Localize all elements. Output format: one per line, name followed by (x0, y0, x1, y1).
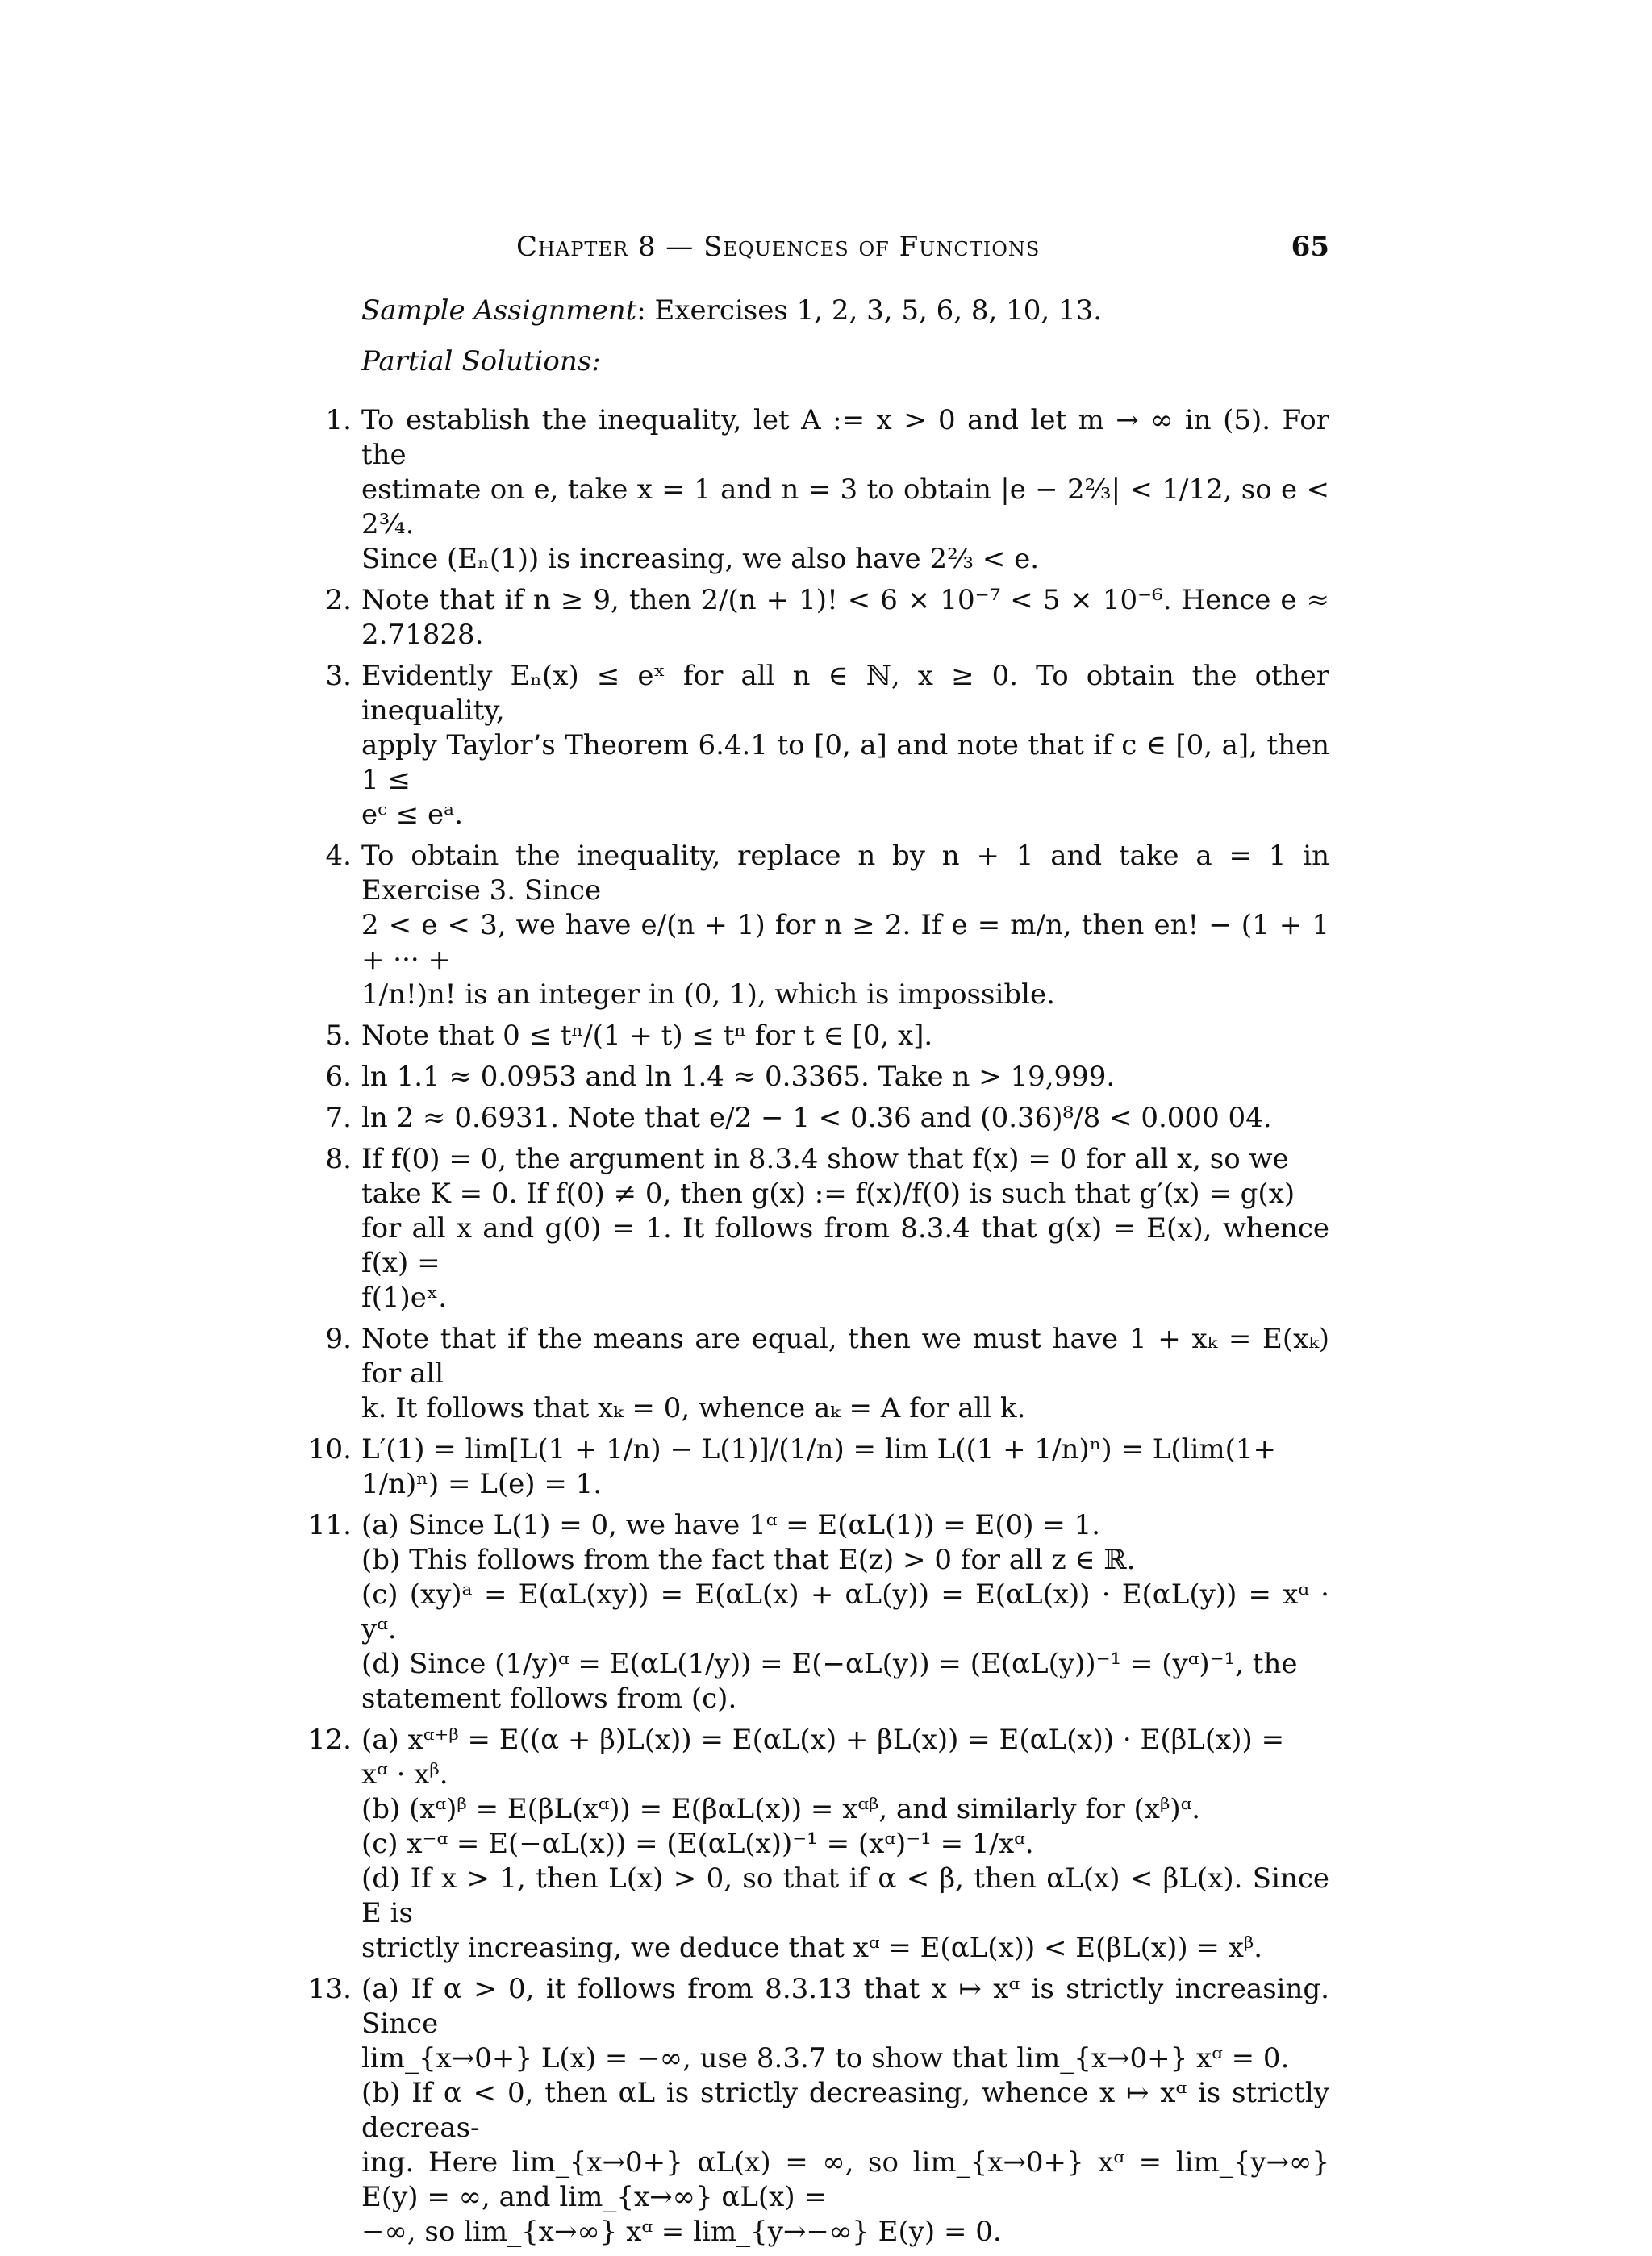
solution-line: To establish the inequality, let A := x > 0 and let m → ∞ in (5). For the (361, 404, 1329, 471)
solution-item (298, 839, 1329, 1012)
solution-text (361, 583, 1329, 653)
solution-item (298, 1432, 1329, 1502)
solution-line: strictly increasing, we deduce that xᵅ = E(αL(x)) < E(βL(x)) = xᵝ. (361, 1932, 1263, 1964)
solution-text (361, 1322, 1329, 1426)
solution-item (298, 659, 1329, 832)
solution-text (361, 1508, 1329, 1716)
solution-line: (c) x⁻ᵅ = E(−αL(x)) = (E(αL(x))⁻¹ = (xᵅ)⁻¹ = 1/xᵅ. (361, 1828, 1034, 1860)
solution-item (298, 1019, 1329, 1053)
solution-item (298, 403, 1329, 577)
solution-item (298, 1723, 1329, 1966)
solution-line: (a) xᵅ⁺ᵝ = E((α + β)L(x)) = E(αL(x) + βL(x)) = E(αL(x)) · E(βL(x)) = (361, 1724, 1285, 1756)
solution-line: xᵅ · xᵝ. (361, 1758, 448, 1791)
page-header (359, 231, 1329, 271)
solution-item (298, 1508, 1329, 1716)
running-head: Chapter 8 — Sequences of Functions (516, 231, 1041, 263)
solution-text (361, 1060, 1329, 1095)
solution-text (361, 839, 1329, 1012)
solutions-list (298, 403, 1329, 2256)
solution-line: Evidently Eₙ(x) ≤ eˣ for all n ∈ ℕ, x ≥ 0. To obtain the other inequality, (361, 660, 1329, 727)
solution-line: ln 2 ≈ 0.6931. Note that e/2 − 1 < 0.36 and (0.36)⁸/8 < 0.000 04. (361, 1102, 1272, 1134)
solution-line: take K = 0. If f(0) ≠ 0, then g(x) := f(x)/f(0) is such that g′(x) = g(x) (361, 1178, 1295, 1210)
solution-number: 2. (325, 584, 352, 616)
solution-number: 11. (307, 1509, 352, 1541)
solution-line: 1/n!)n! is an integer in (0, 1), which is impossible. (361, 978, 1055, 1011)
solution-number: 5. (325, 1020, 352, 1052)
solution-line: (b) This follows from the fact that E(z) > 0 for all z ∈ ℝ. (361, 1544, 1136, 1576)
solution-line: If f(0) = 0, the argument in 8.3.4 show that f(x) = 0 for all x, so we (361, 1143, 1289, 1175)
solution-line: (b) (xᵅ)ᵝ = E(βL(xᵅ)) = E(βαL(x)) = xᵅᵝ, and similarly for (xᵝ)ᵅ. (361, 1793, 1201, 1825)
solution-line: −∞, so lim_{x→∞} xᵅ = lim_{y→−∞} E(y) = 0. (361, 2216, 1002, 2248)
solution-number: 10. (307, 1433, 352, 1466)
solution-line: (c) (xy)ᵃ = E(αL(xy)) = E(αL(x) + αL(y)) = E(αL(x)) · E(αL(y)) = xᵅ · yᵅ. (361, 1578, 1329, 1645)
solution-line: 1/n)ⁿ) = L(e) = 1. (361, 1468, 603, 1500)
solution-number: 7. (325, 1102, 352, 1134)
solution-item (298, 1322, 1329, 1426)
solution-item (298, 1101, 1329, 1136)
solution-number: 1. (325, 404, 352, 436)
solution-line: (a) If α > 0, it follows from 8.3.13 that x ↦ xᵅ is strictly increasing. Since (361, 1973, 1329, 2040)
solution-line: L′(1) = lim[L(1 + 1/n) − L(1)]/(1/n) = lim L((1 + 1/n)ⁿ) = L(lim(1+ (361, 1433, 1277, 1466)
solution-text (361, 1101, 1329, 1136)
solution-line: To obtain the inequality, replace n by n + 1 and take a = 1 in Exercise 3. Since (361, 840, 1329, 907)
solution-number: 13. (307, 1973, 352, 2005)
solution-line: Note that if n ≥ 9, then 2/(n + 1)! < 6 × 10⁻⁷ < 5 × 10⁻⁶. Hence e ≈ 2.71828. (361, 584, 1329, 651)
solution-line: ing. Here lim_{x→0+} αL(x) = ∞, so lim_{x→0+} xᵅ = lim_{y→∞} E(y) = ∞, and lim_{x→∞} αL(x) = (361, 2146, 1329, 2213)
solution-line: (b) If α < 0, then αL is strictly decreasing, whence x ↦ xᵅ is strictly decreas- (361, 2077, 1329, 2144)
solution-line: for all x and g(0) = 1. It follows from 8.3.4 that g(x) = E(x), whence f(x) = (361, 1212, 1329, 1279)
solution-text (361, 1972, 1329, 2250)
solution-item (298, 1060, 1329, 1095)
solution-line: 2 < e < 3, we have e/(n + 1) for n ≥ 2. If e = m/n, then en! − (1 + 1 + ··· + (361, 909, 1329, 976)
solution-number: 6. (325, 1061, 352, 1093)
solution-number: 9. (325, 1323, 352, 1355)
partial-solutions-label: Partial Solutions: (361, 345, 601, 377)
solution-line: lim_{x→0+} L(x) = −∞, use 8.3.7 to show that lim_{x→0+} xᵅ = 0. (361, 2042, 1290, 2075)
solution-text (361, 1019, 1329, 1053)
solution-item (298, 1142, 1329, 1316)
solution-text (361, 1723, 1329, 1966)
solution-number: 4. (325, 840, 352, 872)
solution-text (361, 1142, 1329, 1316)
solution-text (361, 1432, 1329, 1502)
solution-line: f(1)eˣ. (361, 1282, 448, 1314)
solution-item (298, 1972, 1329, 2250)
solution-line: Note that if the means are equal, then we must have 1 + xₖ = E(xₖ) for all (361, 1323, 1329, 1390)
solution-item (298, 583, 1329, 653)
page-number: 65 (1291, 231, 1329, 263)
solution-line: eᶜ ≤ eᵃ. (361, 799, 464, 831)
solution-line: Since (Eₙ(1)) is increasing, we also have 2⅔ < e. (361, 543, 1040, 575)
solution-text (361, 659, 1329, 832)
solution-line: ln 1.1 ≈ 0.0953 and ln 1.4 ≈ 0.3365. Take n > 19,999. (361, 1061, 1116, 1093)
solution-line: k. It follows that xₖ = 0, whence aₖ = A for all k. (361, 1392, 1026, 1424)
assignment-label: Sample Assignment (361, 294, 637, 327)
solution-line: statement follows from (c). (361, 1683, 737, 1715)
solution-line: (a) Since L(1) = 0, we have 1ᵅ = E(αL(1)) = E(0) = 1. (361, 1509, 1101, 1541)
solution-line: (d) Since (1/y)ᵅ = E(αL(1/y)) = E(−αL(y)) = (E(αL(y))⁻¹ = (yᵅ)⁻¹, the (361, 1648, 1298, 1680)
assignment-text: : Exercises 1, 2, 3, 5, 6, 8, 10, 13. (636, 294, 1103, 327)
solution-line: (d) If x > 1, then L(x) > 0, so that if α < β, then αL(x) < βL(x). Since E is (361, 1862, 1329, 1929)
solution-line: Note that 0 ≤ tⁿ/(1 + t) ≤ tⁿ for t ∈ [0, x]. (361, 1020, 933, 1052)
solution-line: apply Taylor’s Theorem 6.4.1 to [0, a] and note that if c ∈ [0, a], then 1 ≤ (361, 729, 1329, 796)
solution-number: 12. (307, 1724, 352, 1756)
solution-text (361, 403, 1329, 577)
solution-line: estimate on e, take x = 1 and n = 3 to obtain |e − 2⅔| < 1/12, so e < 2¾. (361, 473, 1329, 540)
solution-number: 3. (325, 660, 352, 692)
sample-assignment (361, 294, 1102, 327)
solution-number: 8. (325, 1143, 352, 1175)
